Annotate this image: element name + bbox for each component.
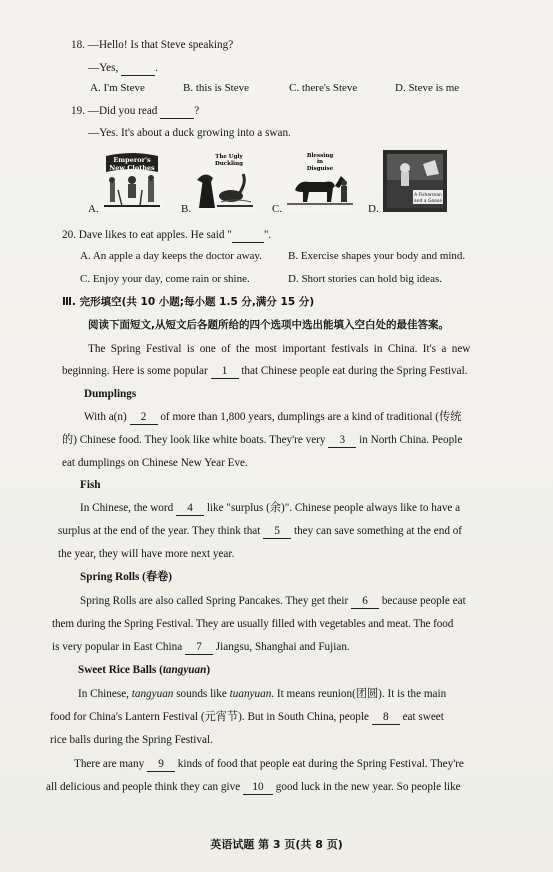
picture-c-title-line2: in bbox=[316, 159, 324, 165]
q18-stem: 18. —Hello! Is that Steve speaking? bbox=[71, 39, 234, 51]
heading-sweet-rice-balls: Sweet Rice Balls (tangyuan) bbox=[78, 664, 211, 676]
dumplings-line3: eat dumplings on Chinese New Year Eve. bbox=[62, 457, 248, 469]
heading-fish: Fish bbox=[80, 479, 101, 491]
fish-line1: In Chinese, the word 4 like "surplus (余)". Chinese people always like to have a bbox=[80, 502, 461, 514]
ugly-duckling-book-cover-image bbox=[195, 150, 255, 212]
q19-reply: —Yes. It's about a duck growing into a swan. bbox=[88, 127, 291, 139]
q19-option-c-letter: C. bbox=[272, 203, 283, 215]
picture-d-title-line2: and a Goose bbox=[413, 199, 443, 204]
q20-option-a: A. An apple a day keeps the doctor away. bbox=[80, 250, 262, 262]
dumplings-line2: 的) Chinese food. They look like white boats. They're very 3 in North China. People bbox=[62, 434, 463, 446]
balls-line2: food for China's Lantern Festival (元宵节). But in South China, people 8 eat sweet bbox=[50, 711, 444, 723]
closing-line1: There are many 9 kinds of food that people eat during the Spring Festival. They're bbox=[74, 758, 464, 770]
q18-option-b: B. this is Steve bbox=[183, 82, 250, 94]
fisherman-goose-book-cover-image bbox=[383, 150, 447, 212]
emperor-book-cover-image bbox=[100, 150, 164, 212]
section-3-instruction: 阅读下面短文,从短文后各题所给的四个选项中选出能填入空白处的最佳答案。 bbox=[88, 319, 449, 331]
cloze-blank-1: 1 bbox=[211, 364, 239, 379]
page-footer: 英语试题 第 3 页(共 8 页) bbox=[210, 838, 343, 851]
q19-option-a-letter: A. bbox=[88, 203, 99, 215]
closing-line2: all delicious and people think they can give 10 good luck in the new year. So people like bbox=[46, 781, 461, 793]
picture-d-title-line1: A Fisherman bbox=[414, 193, 442, 198]
picture-b-title-line2: Duckling bbox=[215, 161, 243, 167]
section-3-heading: Ⅲ. 完形填空(共 10 小题;每小题 1.5 分,满分 15 分) bbox=[62, 296, 315, 308]
picture-c-title-line1: Blessing bbox=[306, 153, 334, 159]
q20-option-b: B. Exercise shapes your body and mind. bbox=[288, 250, 466, 262]
cloze-blank-8: 8 bbox=[372, 710, 400, 725]
cloze-blank-5: 5 bbox=[263, 524, 291, 539]
q19-answer-blank bbox=[160, 104, 194, 119]
cloze-blank-7: 7 bbox=[185, 640, 213, 655]
picture-a-title-line1: Emperor's bbox=[113, 156, 151, 164]
q18-reply: —Yes, . bbox=[88, 62, 158, 74]
dumplings-line1: With a(n) 2 of more than 1,800 years, dumplings are a kind of traditional (传统 bbox=[84, 411, 462, 423]
q19-option-d-letter: D. bbox=[368, 203, 379, 215]
q19-stem: 19. —Did you read ? bbox=[71, 105, 200, 117]
q20-option-c: C. Enjoy your day, come rain or shine. bbox=[80, 273, 250, 285]
cloze-blank-4: 4 bbox=[176, 501, 204, 516]
fish-line3: the year, they will have more next year. bbox=[58, 548, 235, 560]
q20-answer-blank bbox=[232, 228, 264, 243]
cloze-blank-2: 2 bbox=[130, 410, 158, 425]
q18-option-c: C. there's Steve bbox=[289, 82, 358, 94]
passage-intro-line2: beginning. Here is some popular 1 that Chinese people eat during the Spring Festival. bbox=[62, 365, 468, 377]
q18-answer-blank bbox=[121, 61, 155, 76]
q18-option-a: A. I'm Steve bbox=[90, 82, 145, 94]
rolls-line1: Spring Rolls are also called Spring Pancakes. They get their 6 because people eat bbox=[80, 595, 466, 607]
heading-spring-rolls: Spring Rolls (春卷) bbox=[80, 571, 172, 583]
balls-line3: rice balls during the Spring Festival. bbox=[50, 734, 213, 746]
q20-option-d: D. Short stories can hold big ideas. bbox=[288, 273, 442, 285]
cloze-blank-6: 6 bbox=[351, 594, 379, 609]
q19-option-b-letter: B. bbox=[181, 203, 192, 215]
rolls-line2: them during the Spring Festival. They are usually filled with vegetables and meat. The food bbox=[52, 618, 454, 630]
rolls-line3: is very popular in East China 7 Jiangsu, Shanghai and Fujian. bbox=[52, 641, 350, 653]
balls-line1: In Chinese, tangyuan sounds like tuanyuan. It means reunion(团圆). It is the main bbox=[78, 688, 447, 700]
cloze-blank-3: 3 bbox=[328, 433, 356, 448]
passage-intro-line1: The Spring Festival is one of the most important festivals in China. It's a new bbox=[88, 343, 471, 355]
blessing-book-cover-image bbox=[285, 150, 355, 212]
fish-line2: surplus at the end of the year. They think that 5 they can save something at the end of bbox=[58, 525, 463, 537]
picture-a-title-line2: New Clothes bbox=[109, 164, 155, 172]
picture-b-title-line1: The Ugly bbox=[215, 154, 243, 160]
picture-c-title-line3: Disguise bbox=[306, 166, 334, 172]
cloze-blank-9: 9 bbox=[147, 757, 175, 772]
q20-stem: 20. Dave likes to eat apples. He said " ". bbox=[62, 229, 272, 241]
q18-option-d: D. Steve is me bbox=[395, 82, 460, 94]
heading-dumplings: Dumplings bbox=[84, 388, 137, 400]
cloze-blank-10: 10 bbox=[243, 780, 273, 795]
